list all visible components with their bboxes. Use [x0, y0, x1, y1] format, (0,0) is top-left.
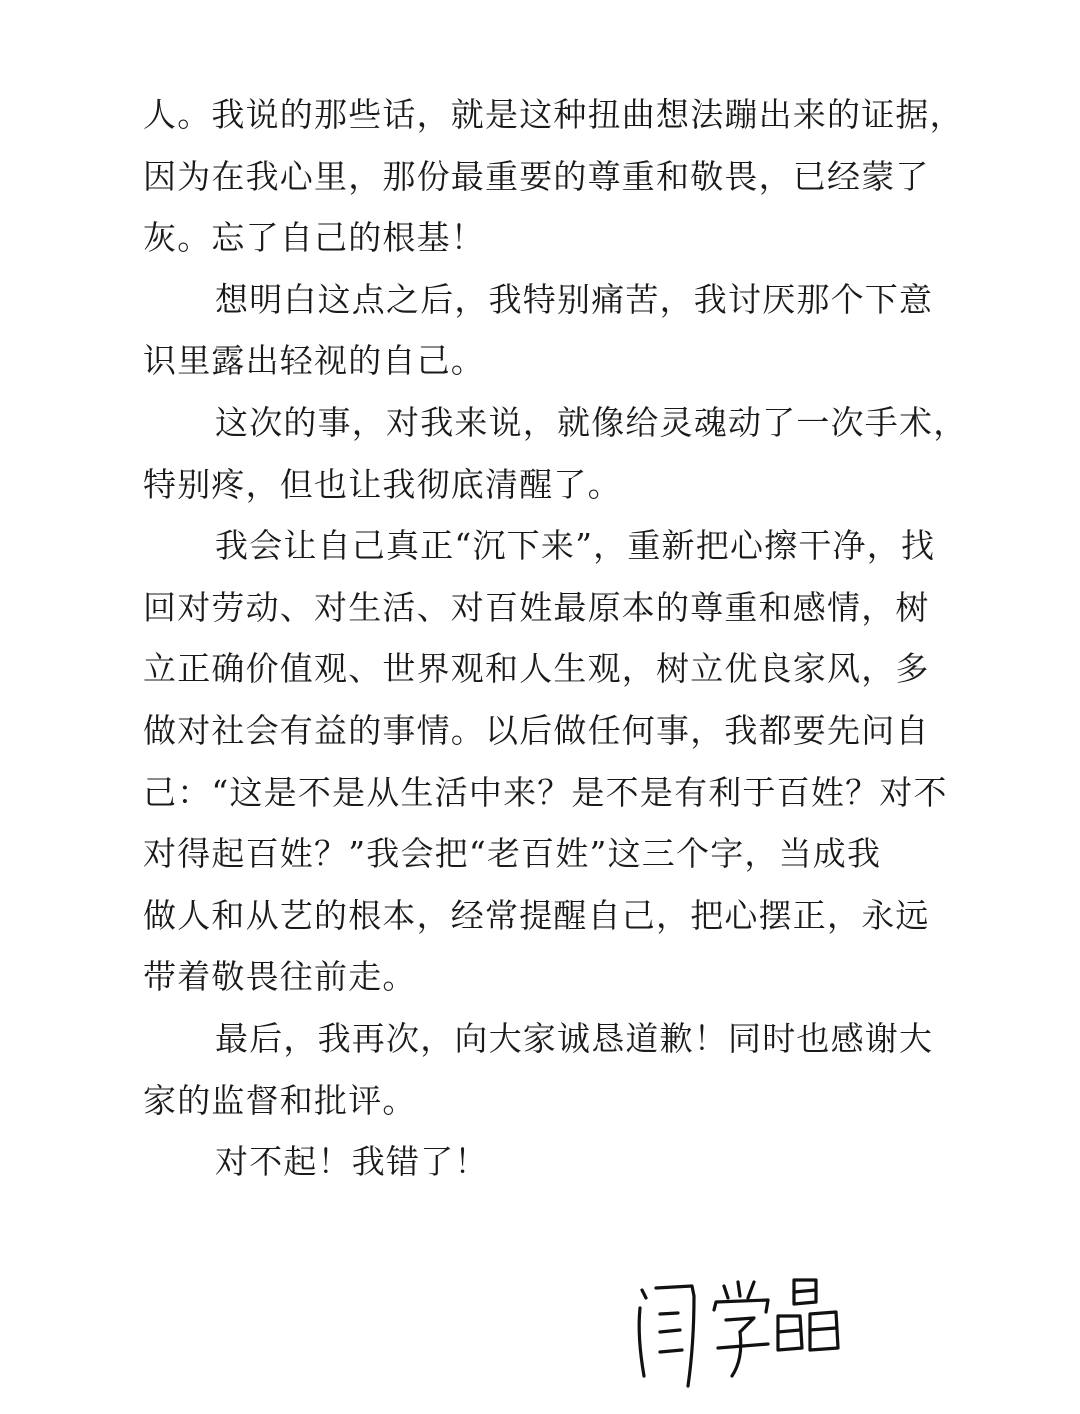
letter-line: 回对劳动、对生活、对百姓最原本的尊重和感情，树	[143, 587, 930, 627]
letter-line: 特别疼，但也让我彻底清醒了。	[143, 464, 622, 504]
letter-line: 人。我说的那些话，就是这种扭曲想法蹦出来的证据，	[143, 95, 964, 134]
letter-line: 识里露出轻视的自己。	[143, 341, 485, 381]
letter-line: 带着敬畏往前走。	[143, 957, 417, 997]
letter-line: 立正确价值观、世界观和人生观，树立优良家风，多	[143, 649, 930, 689]
letter-line: 灰。忘了自己的根基！	[143, 218, 485, 258]
signature-drawing	[628, 1268, 858, 1398]
letter-line: 家的监督和批评。	[143, 1080, 417, 1120]
letter-line: 因为在我心里，那份最重要的尊重和敬畏，已经蒙了	[143, 156, 930, 196]
letter-body	[143, 84, 973, 1193]
letter-line: 对得起百姓？”我会把“老百姓”这三个字，当成我	[143, 834, 882, 874]
letter-line: 己：“这是不是从生活中来？是不是有利于百姓？对不	[143, 772, 948, 812]
paragraph-start-line: 我会让自己真正“沉下来”，重新把心擦干净，找	[215, 526, 936, 566]
letter-line: 做对社会有益的事情。以后做任何事，我都要先问自	[143, 710, 930, 750]
closing-line: 对不起！我错了！	[215, 1142, 489, 1182]
paragraph-start-line: 想明白这点之后，我特别痛苦，我讨厌那个下意	[215, 279, 934, 319]
paragraph-start-line: 这次的事，对我来说，就像给灵魂动了一次手术，	[215, 402, 968, 442]
paragraph-start-line: 最后，我再次，向大家诚恳道歉！同时也感谢大	[215, 1018, 934, 1058]
letter-line: 做人和从艺的根本，经常提醒自己，把心摆正，永远	[143, 895, 930, 935]
handwritten-signature	[628, 1268, 858, 1398]
